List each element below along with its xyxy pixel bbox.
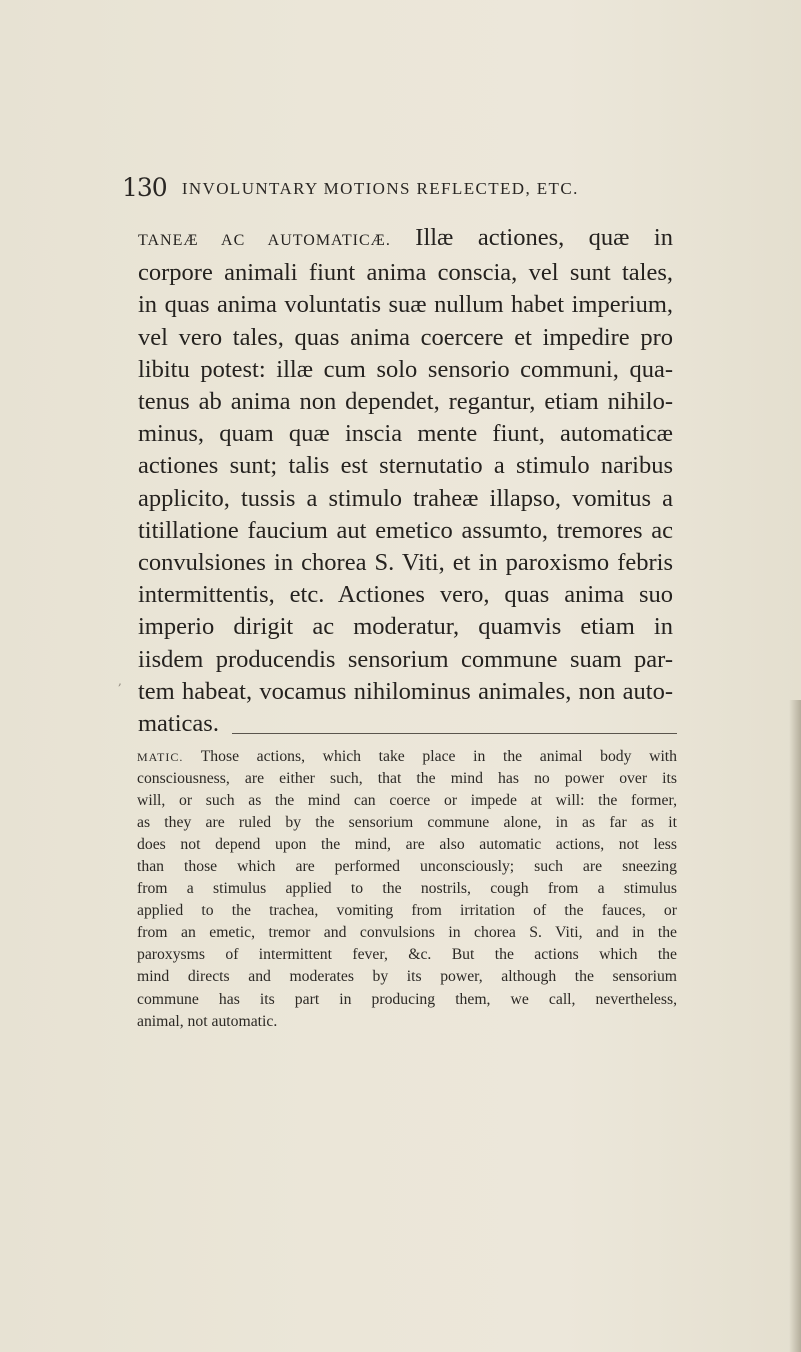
footnote-line: will, or such as the mind can coerce or impede at will: the former, bbox=[137, 792, 677, 810]
running-head bbox=[122, 173, 682, 202]
text-line: corpore animali fiunt anima conscia, vel sunt tales, bbox=[138, 259, 673, 287]
footnote-line: animal, not automatic. bbox=[137, 1012, 278, 1030]
text-line: titillatione faucium aut emetico assumto, tremores ac bbox=[138, 516, 673, 544]
page-number: 130 bbox=[122, 173, 167, 202]
text-line: in quas anima voluntatis suæ nullum habet imperium, bbox=[138, 291, 673, 319]
text-line: intermittentis, etc. Actiones vero, quas anima suo bbox=[138, 581, 673, 609]
footnote-line bbox=[137, 746, 677, 768]
text-line: iisdem producendis sensorium commune suam par- bbox=[138, 645, 673, 673]
footnote-line: does not depend upon the mind, are also automatic actions, not less bbox=[137, 836, 677, 854]
text-line: imperio dirigit ac moderatur, quamvis etiam in bbox=[138, 613, 673, 641]
text-line: maticas. bbox=[138, 710, 219, 738]
footnote-line: as they are ruled by the sensorium commune alone, in as far as it bbox=[137, 814, 677, 832]
lead-small-caps: TANEÆ AC AUTOMATICÆ. bbox=[138, 232, 391, 249]
footnote-rule bbox=[232, 733, 677, 734]
text-line: convulsiones in chorea S. Viti, et in paroxismo febris bbox=[138, 549, 673, 577]
text-line: tem habeat, vocamus nihilominus animales, non auto- bbox=[138, 677, 673, 705]
footnote-lead-small-caps: MATIC. bbox=[137, 750, 184, 764]
text-line: libitu potest: illæ cum solo sensorio communi, qua- bbox=[138, 355, 673, 383]
margin-mark: , bbox=[118, 674, 122, 688]
text-line: vel vero tales, quas anima coercere et impedire pro bbox=[138, 323, 673, 351]
text-line: applicito, tussis a stimulo traheæ illapso, vomitus a bbox=[138, 484, 673, 512]
text-fragment: Illæ actiones, quæ in bbox=[415, 224, 673, 251]
footnote-line: paroxysms of intermittent fever, &c. But the actions which the bbox=[137, 946, 677, 964]
footnote-line: consciousness, are either such, that the mind has no power over its bbox=[137, 770, 677, 788]
footnote-line: from a stimulus applied to the nostrils, cough from a stimulus bbox=[137, 880, 677, 898]
text-line: tenus ab anima non dependet, regantur, etiam nihilo- bbox=[138, 388, 673, 416]
footnote-translation bbox=[137, 746, 677, 1033]
text-line bbox=[138, 222, 673, 257]
footnote-fragment: Those actions, which take place in the animal body with bbox=[200, 748, 677, 765]
footnote-line: from an emetic, tremor and convulsions in chorea S. Viti, and in the bbox=[137, 924, 677, 942]
running-title: INVOLUNTARY MOTIONS REFLECTED, ETC. bbox=[181, 179, 579, 198]
footnote-line: commune has its part in producing them, we call, nevertheless, bbox=[137, 990, 677, 1008]
text-line: actiones sunt; talis est sternutatio a stimulo naribus bbox=[138, 452, 673, 480]
footnote-line: mind directs and moderates by its power, although the sensorium bbox=[137, 968, 677, 986]
text-line: minus, quam quæ inscia mente fiunt, automaticæ bbox=[138, 420, 673, 448]
main-latin-text bbox=[138, 222, 673, 740]
page-edge-shadow bbox=[789, 700, 801, 1352]
footnote-line: than those which are performed unconsciously; such are sneezing bbox=[137, 858, 677, 876]
footnote-line: applied to the trachea, vomiting from irritation of the fauces, or bbox=[137, 902, 677, 920]
